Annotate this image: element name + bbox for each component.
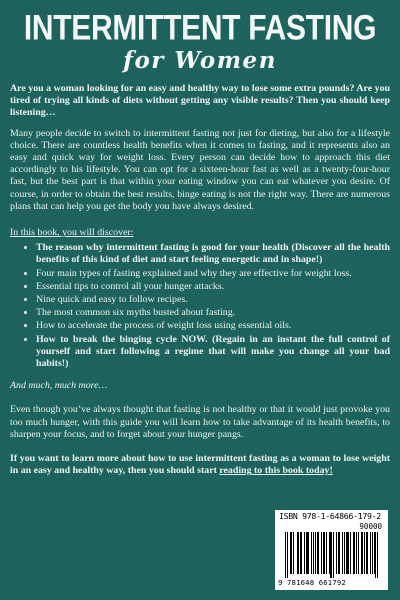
isbn-number: ISBN 978-1-64866-179-2: [279, 511, 381, 521]
discover-heading: In this book, you will discover:: [10, 227, 134, 239]
list-item: • Nine quick and easy to follow recipes.: [36, 294, 390, 306]
ean-number: 9 781648 661792: [278, 578, 346, 587]
list-item: • How to break the binging cycle NOW. (Regain in an instant the full control of yourself and start following a regime that will make you change all your bad habits!): [36, 334, 390, 371]
list-item: • Essential tips to control all your hunger attacks.: [36, 281, 390, 293]
back-cover-text: [10, 83, 390, 477]
call-to-action: [10, 453, 390, 477]
list-item: • Four main types of fasting explained and why they are effective for weight loss.: [36, 268, 390, 280]
list-item: • How to accelerate the process of weight loss using essential oils.: [36, 320, 390, 332]
book-title: INTERMITTENT FASTING: [23, 9, 377, 48]
discover-list: [10, 242, 390, 370]
intro-paragraph: Are you a woman looking for an easy and healthy way to lose some extra pounds? Are you tired of trying all kinds of diets without getting any visible results? Then you should keep listening…: [10, 83, 390, 119]
list-item: • The reason why intermittent fasting is good for your health (Discover all the health benefits of this kind of diet and start feeling energetic and in shape!): [36, 242, 390, 266]
price-code: 90000: [359, 522, 382, 531]
cta-text: If you want to learn more about how to use intermittent fasting as a woman to lose weight in an easy and healthy way, then you should start: [10, 453, 390, 477]
cta-link: reading to this book today!: [219, 465, 333, 477]
body-paragraph: Many people decide to switch to intermittent fasting not just for dieting, but also for a lifestyle choice. There are countless health benefits when it comes to fasting, and it represents also an easy and quick way for weight loss. Every person can decide how to approach this diet accordingly to his lifestyle. You can opt for a sixteen-hour fast as well as a twenty-four-hour fast, but the best part is that within your eating window you can eat whatever you desire. Of course, in order to obtain the best results, binge eating is not the right way. There are numerous plans that can help you get the body you have always desired.: [10, 127, 390, 212]
isbn-barcode: [275, 510, 388, 590]
closing-paragraph: Even though you’ve always thought that fasting is not healthy or that it would just provoke you too much hunger, with this guide you will learn how to take advantage of its health benefits, to sharpen your focus, and to forget about your hunger pangs.: [10, 404, 390, 440]
list-item: • The most common six myths busted about fasting.: [36, 307, 390, 319]
and-more-text: And much, much more…: [10, 380, 108, 392]
book-subtitle: for Women: [123, 47, 277, 74]
barcode-bars: [285, 532, 378, 578]
